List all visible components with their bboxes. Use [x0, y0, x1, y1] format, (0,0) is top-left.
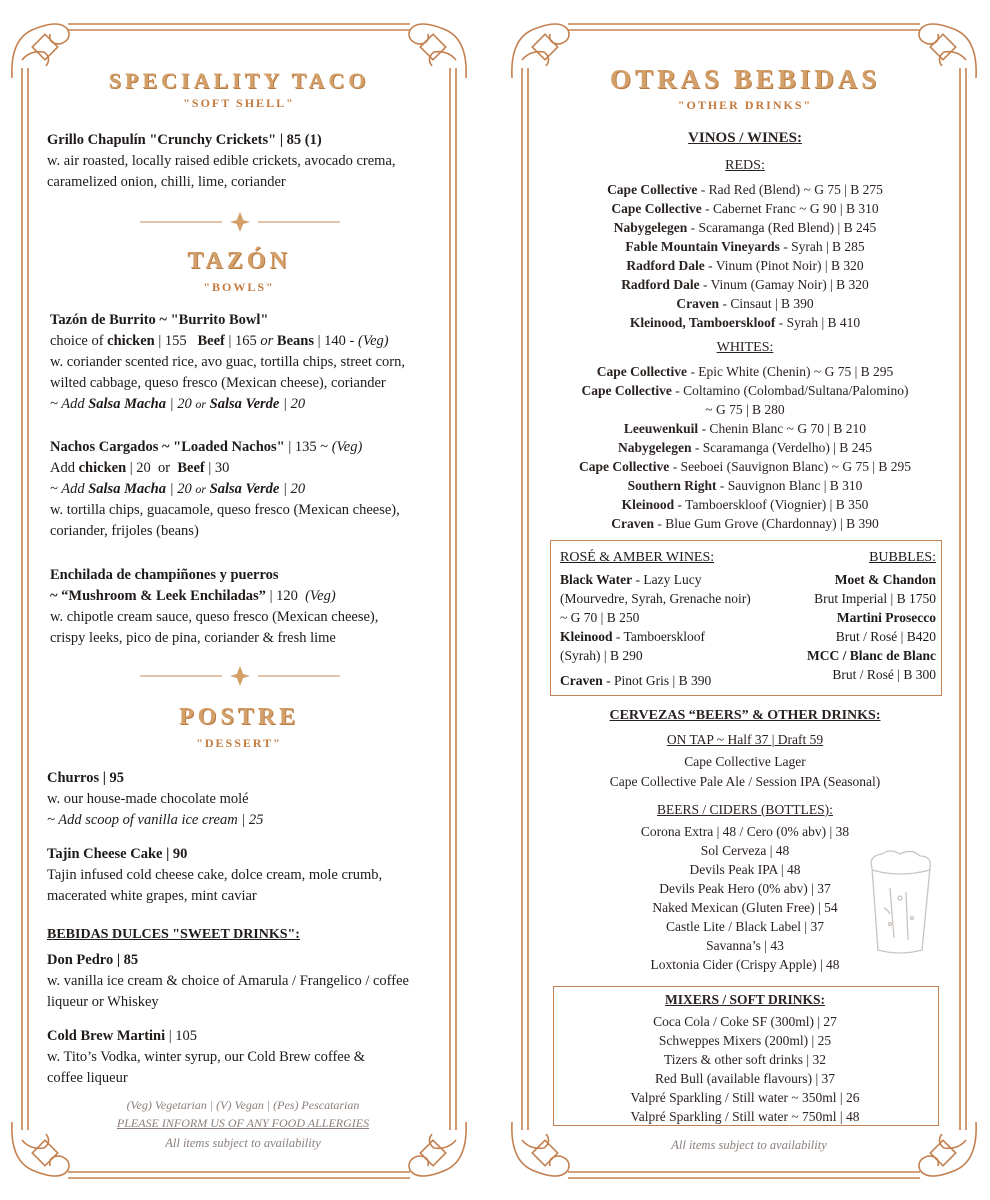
item-add: ~ Add Salsa Macha | 20 or Salsa Verde | 20	[50, 481, 306, 497]
item-choice: choice of chicken | 155 Beef | 165 or Beans | 140 - (Veg)	[50, 333, 389, 349]
postre-title: POSTRE	[178, 704, 300, 730]
beer-row-name: Sol Cerveza	[700, 843, 767, 858]
beer-row-name: Loxtonia Cider (Crispy Apple)	[650, 957, 817, 972]
wine-row-name: Cape Collective	[581, 383, 672, 398]
mixer-row	[500, 1069, 990, 1088]
wine-row-detail: - Syrah | B 410	[775, 315, 861, 330]
menu-item-enchiladas: Enchilada de champiñones y puerros ~ “Mushroom & Leek Enchiladas” | 120 (Veg) w. chipotle cream sauce, queso fresco (Mexican cheese), crispy leeks, pico de pina, coriander & fresh lime	[50, 565, 378, 649]
item-desc: macerated white grapes, mint caviar	[47, 888, 257, 904]
item-desc: w. vanilla ice cream & choice of Amarula / Frangelico / coffee	[47, 973, 409, 989]
mixer-row-detail: | 32	[803, 1052, 826, 1067]
allergy-notice: PLEASE INFORM US OF ANY FOOD ALLERGIES	[116, 1116, 370, 1130]
mixer-row-detail: | 25	[808, 1033, 832, 1048]
wine-row	[500, 180, 990, 199]
wine-row-detail: - Sauvignon Blanc | B 310	[716, 478, 863, 493]
wine-row	[500, 495, 990, 514]
item-desc: w. air roasted, locally raised edible crickets, avocado crema,	[47, 153, 396, 169]
menu-item-cold-brew-martini: Cold Brew Martini | 105 w. Tito’s Vodka, winter syrup, our Cold Brew coffee & coffee liqueur	[47, 1026, 365, 1089]
wine-row	[500, 218, 990, 237]
item-name: Tajin Cheese Cake | 90	[47, 846, 188, 862]
rose-heading: ROSÉ & AMBER WINES:	[560, 550, 715, 565]
beer-row-detail: | 48	[816, 957, 840, 972]
beer-row-name: Castle Lite / Black Label	[666, 919, 801, 934]
postre-subtitle: "DESSERT"	[196, 736, 282, 750]
beer-row-detail: | 37	[801, 919, 824, 934]
speciality-taco-subtitle: "SOFT SHELL"	[183, 96, 295, 110]
item-desc: w. our house-made chocolate molé	[47, 791, 249, 807]
wine-row-name: Nabygelegen	[613, 220, 688, 235]
wine-row	[500, 476, 990, 495]
food-menu-panel	[0, 0, 478, 1200]
wine-row-detail: - Scaramanga (Verdelho) | B 245	[691, 440, 872, 455]
wine-row-name: Cape Collective	[578, 459, 670, 474]
reds-heading: REDS:	[725, 158, 765, 173]
wine-row-detail: - Epic White (Chenin) ~ G 75 | B 295	[687, 364, 894, 379]
item-name: Enchilada de champiñones y puerros	[50, 567, 279, 583]
wine-row	[500, 294, 990, 313]
wine-row-detail: - Seeboei (Sauvignon Blanc) ~ G 75 | B 295	[669, 459, 912, 474]
item-desc: w. chipotle cream sauce, queso fresco (Mexican cheese),	[50, 609, 379, 625]
wine-row	[500, 419, 990, 438]
wine-row-detail: - Cinsaut | B 390	[719, 296, 814, 311]
wine-row-detail: ~ G 75 | B 280	[705, 402, 785, 417]
beer-row-name: Devils Peak Hero (0% abv)	[659, 881, 808, 896]
beers-heading: CERVEZAS “BEERS” & OTHER DRINKS:	[609, 708, 881, 723]
wine-row	[500, 381, 990, 400]
item-add: ~ Add scoop of vanilla ice cream | 25	[47, 812, 264, 828]
wine-row	[500, 400, 990, 419]
item-name: Churros | 95	[47, 770, 125, 786]
beer-row-name: Corona Extra	[640, 824, 714, 839]
tazon-title: TAZÓN	[187, 248, 291, 274]
bubbles-heading: BUBBLES:	[869, 550, 936, 565]
mixer-row-detail: | 48	[836, 1109, 860, 1124]
menu-item-crickets	[47, 130, 396, 193]
rose-list: Black Water - Lazy Lucy (Mourvedre, Syrah, Grenache noir) ~ G 70 | B 250 Kleinood - Tamboerskloof (Syrah) | B 290 Craven - Pinot Gris | B 390	[560, 572, 751, 688]
wine-row	[500, 275, 990, 294]
item-desc: wilted cabbage, queso fresco (Mexican cheese), coriander	[50, 375, 386, 391]
item-name: Tazón de Burrito ~ "Burrito Bowl"	[50, 312, 269, 328]
mixer-row	[500, 1107, 990, 1126]
wine-row-name: Cape Collective	[611, 201, 702, 216]
wine-row-name: Radford Dale	[621, 277, 700, 292]
item-desc: liqueur or Whiskey	[47, 994, 159, 1010]
menu-item-churros	[47, 768, 263, 831]
wine-row	[500, 199, 990, 218]
mixers-heading: MIXERS / SOFT DRINKS:	[665, 992, 825, 1007]
wine-row	[500, 237, 990, 256]
menu-item-nachos: Nachos Cargados ~ "Loaded Nachos" | 135 ~ (Veg) Add chicken | 20 or Beef | 30 ~ Add Salsa Macha | 20 or Salsa Verde | 20 w. tortilla chips, guacamole, queso fresco (Mexican cheese), coriander, frijoles (beans)	[50, 437, 400, 542]
wine-row-detail: - Vinum (Gamay Noir) | B 320	[699, 277, 869, 292]
whites-heading: WHITES:	[716, 340, 774, 355]
beer-row-detail: | 37	[807, 881, 831, 896]
item-desc: coriander, frijoles (beans)	[50, 523, 199, 539]
item-desc: Tajin infused cold cheese cake, dolce cream, mole crumb,	[47, 867, 383, 883]
wine-row-name: Southern Right	[627, 478, 717, 493]
mixer-row	[500, 1050, 990, 1069]
wine-row-name: Craven	[676, 296, 720, 311]
mixer-row-detail: | 37	[812, 1071, 836, 1086]
dietary-legend: (Veg) Vegetarian | (V) Vegan | (Pes) Pescatarian	[126, 1098, 360, 1112]
wine-row	[500, 256, 990, 275]
item-desc: w. Tito’s Vodka, winter syrup, our Cold Brew coffee &	[47, 1049, 366, 1065]
wine-row-detail: - Coltamino (Colombad/Sultana/Palomino)	[671, 383, 909, 398]
item-desc: w. coriander scented rice, avo guac, tortilla chips, street corn,	[50, 354, 405, 370]
mixer-row-name: Valpré Sparkling / Still water ~ 350ml	[630, 1090, 837, 1105]
item-desc: w. tortilla chips, guacamole, queso fresco (Mexican cheese),	[50, 502, 400, 518]
diamond-divider-icon	[140, 666, 340, 686]
bottles-heading: BEERS / CIDERS (BOTTLES):	[657, 802, 833, 817]
beer-row-detail: | 48	[777, 862, 801, 877]
wine-row-detail: - Rad Red (Blend) ~ G 75 | B 275	[697, 182, 883, 197]
item-desc: crispy leeks, pico de pina, coriander & fresh lime	[50, 630, 336, 646]
beer-row	[500, 822, 990, 841]
beer-row-detail: | 54	[814, 900, 838, 915]
beer-row-name: Devils Peak IPA	[689, 862, 778, 877]
diamond-divider-icon	[140, 212, 340, 232]
item-name: Grillo Chapulín "Crunchy Crickets" | 85 (1)	[47, 132, 322, 148]
drinks-availability-notice: All items subject to availability	[671, 1138, 827, 1152]
otras-bebidas-subtitle: "OTHER DRINKS"	[677, 98, 813, 112]
wine-row-name: Kleinood, Tamboerskloof	[629, 315, 776, 330]
tazon-subtitle: "BOWLS"	[203, 280, 275, 294]
item-name: Cold Brew Martini	[47, 1028, 166, 1044]
beer-row-detail: | 48	[766, 843, 790, 858]
wine-row-detail: - Syrah | B 285	[779, 239, 865, 254]
mixer-row-name: Coca Cola / Coke SF (300ml)	[653, 1014, 814, 1029]
wine-row	[500, 362, 990, 381]
wine-row-name: Craven	[611, 516, 655, 531]
item-name: Nachos Cargados ~ "Loaded Nachos"	[50, 439, 285, 455]
wine-row-name: Nabygelegen	[618, 440, 692, 455]
wine-row-name: Cape Collective	[596, 364, 688, 379]
beer-glass-icon	[860, 848, 942, 958]
item-desc: coffee liqueur	[47, 1070, 128, 1086]
wine-row-detail: - Vinum (Pinot Noir) | B 320	[704, 258, 864, 273]
item-choice: Add chicken | 20 or Beef | 30	[50, 460, 230, 476]
wine-row	[500, 313, 990, 332]
tap-row: Cape Collective Pale Ale / Session IPA (Seasonal)	[609, 774, 881, 789]
drinks-menu-panel	[500, 0, 990, 1200]
item-add: ~ Add Salsa Macha | 20 or Salsa Verde | 20	[50, 396, 306, 412]
wine-row-detail: - Tamboerskloof (Viognier) | B 350	[674, 497, 869, 512]
beer-row-name: Naked Mexican (Gluten Free)	[652, 900, 815, 915]
wine-row-detail: - Scaramanga (Red Blend) | B 245	[687, 220, 877, 235]
mixer-row	[500, 1088, 990, 1107]
menu-item-don-pedro	[47, 950, 409, 1013]
sweet-drinks-heading: BEBIDAS DULCES "SWEET DRINKS":	[47, 927, 300, 942]
item-name: Don Pedro | 85	[47, 952, 139, 968]
item-desc: caramelized onion, chilli, lime, coriander	[47, 174, 286, 190]
mixer-row	[500, 1012, 990, 1031]
mixer-row-name: Valpré Sparkling / Still water ~ 750ml	[630, 1109, 837, 1124]
wines-heading: VINOS / WINES:	[688, 130, 802, 146]
speciality-taco-title: SPECIALITY TACO	[108, 68, 370, 93]
mixer-row	[500, 1031, 990, 1050]
wine-row-name: Fable Mountain Vineyards	[625, 239, 780, 254]
menu-item-burrito-bowl	[50, 310, 405, 415]
wine-row-name: Leeuwenkuil	[623, 421, 699, 436]
mixer-row-name: Tizers & other soft drinks	[664, 1052, 804, 1067]
wine-row-detail: - Cabernet Franc ~ G 90 | B 310	[701, 201, 879, 216]
wine-row-detail: - Blue Gum Grove (Chardonnay) | B 390	[654, 516, 879, 531]
wine-row	[500, 457, 990, 476]
wine-row-name: Cape Collective	[607, 182, 698, 197]
wine-row-name: Kleinood	[621, 497, 675, 512]
menu-item-tajin-cheese-cake	[47, 844, 382, 907]
mixer-row-detail: | 27	[813, 1014, 837, 1029]
wine-row	[500, 438, 990, 457]
beer-row-name: Savanna’s	[706, 938, 761, 953]
beer-row-detail: | 48 / Cero (0% abv) | 38	[713, 824, 850, 839]
bubbles-list: Moet & Chandon Brut Imperial | B 1750 Martini Prosecco Brut / Rosé | B420 MCC / Blanc de Blanc Brut / Rosé | B 300	[806, 572, 936, 682]
wine-row-name: Radford Dale	[626, 258, 705, 273]
mixer-row-detail: | 26	[836, 1090, 860, 1105]
mixer-row-name: Red Bull (available flavours)	[654, 1071, 813, 1086]
wine-row-detail: - Chenin Blanc ~ G 70 | B 210	[698, 421, 867, 436]
otras-bebidas-title: OTRAS BEBIDAS	[609, 64, 881, 94]
wine-row	[500, 514, 990, 533]
availability-notice: All items subject to availability	[165, 1136, 321, 1150]
beer-row-detail: | 43	[760, 938, 784, 953]
mixer-row-name: Schweppes Mixers (200ml)	[658, 1033, 809, 1048]
on-tap-heading: ON TAP ~ Half 37 | Draft 59	[666, 732, 824, 747]
tap-row: Cape Collective Lager	[684, 754, 806, 769]
